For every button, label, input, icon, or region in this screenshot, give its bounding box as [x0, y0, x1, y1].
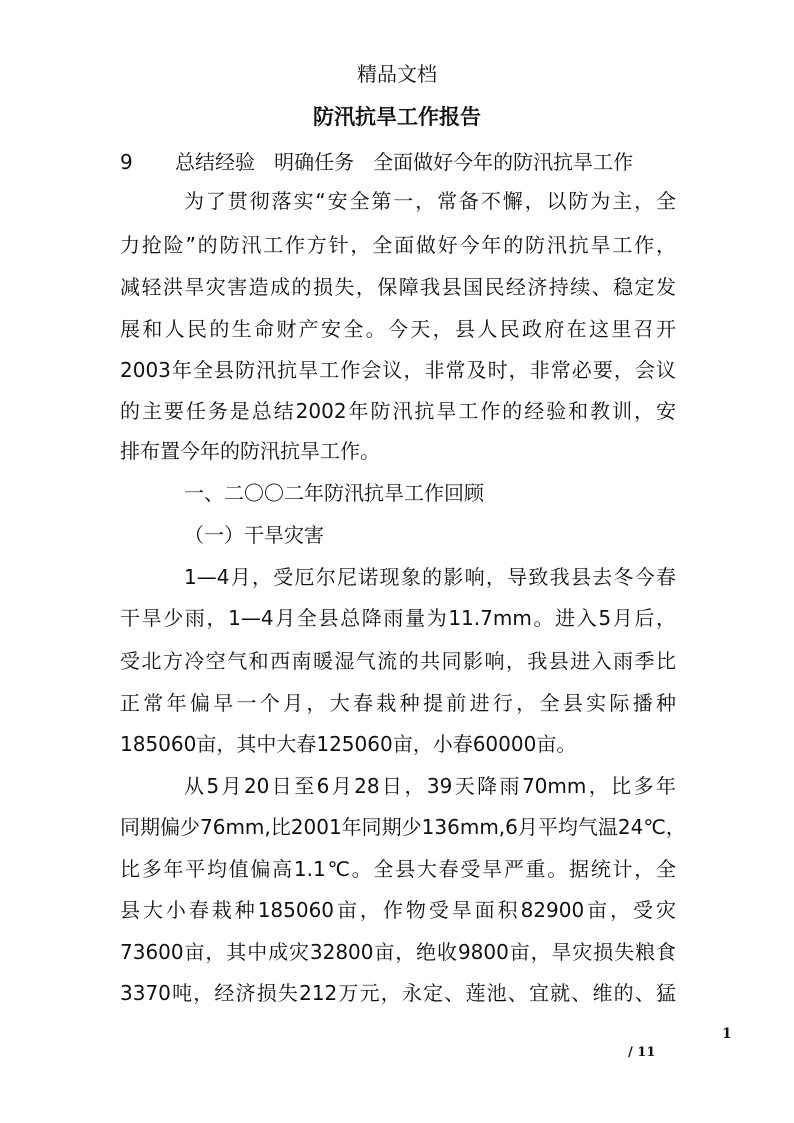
page-total: / 11: [628, 1045, 656, 1060]
paragraph-line: 的主要任务是总结2002年防汛抗旱工作的经验和教训，安: [120, 399, 676, 423]
subtitle-text: 总结经验 明确任务 全面做好今年的防汛抗旱工作: [175, 150, 634, 174]
paragraph-line: 2003年全县防汛抗旱工作会议，非常及时，非常必要，会议: [120, 358, 676, 382]
paragraph-line: 减轻洪旱灾害造成的损失，保障我县国民经济持续、稳定发: [120, 275, 676, 299]
page-number: 1: [722, 1026, 732, 1042]
paragraph-line: 县大小春栽种185060亩，作物受旱面积82900亩，受灾: [120, 898, 676, 922]
paragraph-line: 从5月20日至6月28日，39天降雨70mm，比多年: [184, 774, 676, 798]
paragraph-line: 为了贯彻落实“安全第一，常备不懈，以防为主，全: [184, 189, 676, 213]
document-title: 防汛抗旱工作报告: [313, 104, 481, 129]
paragraph-line: 展和人民的生命财产安全。今天，县人民政府在这里召开: [120, 317, 676, 341]
subsection-heading: （一）干旱灾害: [184, 523, 324, 547]
paragraph-line: 力抢险”的防汛工作方针，全面做好今年的防汛抗旱工作，: [120, 233, 676, 257]
subtitle-number: 9: [120, 150, 133, 174]
paragraph-line: 同期偏少76mm,比2001年同期少136mm,6月平均气温24℃，: [120, 815, 686, 839]
paragraph-line: 185060亩，其中大春125060亩，小春60000亩。: [120, 732, 577, 756]
paragraph-line: 73600亩，其中成灾32800亩，绝收9800亩，旱灾损失粮食: [120, 940, 676, 964]
paragraph-line: 排布置今年的防汛抗旱工作。: [120, 439, 380, 463]
paragraph-line: 1—4月，受厄尔尼诺现象的影响，导致我县去冬今春: [184, 565, 676, 589]
paragraph-line: 比多年平均值偏高1.1℃。全县大春受旱严重。据统计，全: [120, 857, 676, 881]
section-heading: 一、二〇〇二年防汛抗旱工作回顾: [184, 481, 484, 505]
paragraph-line: 正常年偏早一个月，大春栽种提前进行，全县实际播种: [120, 691, 676, 715]
paragraph-line: 干旱少雨，1—4月全县总降雨量为11.7mm。进入5月后，: [120, 606, 676, 630]
paragraph-line: 3370吨，经济损失212万元，永定、莲池、宜就、维的、猛: [120, 981, 676, 1005]
header-label: 精品文档: [357, 62, 437, 86]
paragraph-line: 受北方冷空气和西南暖湿气流的共同影响，我县进入雨季比: [120, 649, 676, 673]
